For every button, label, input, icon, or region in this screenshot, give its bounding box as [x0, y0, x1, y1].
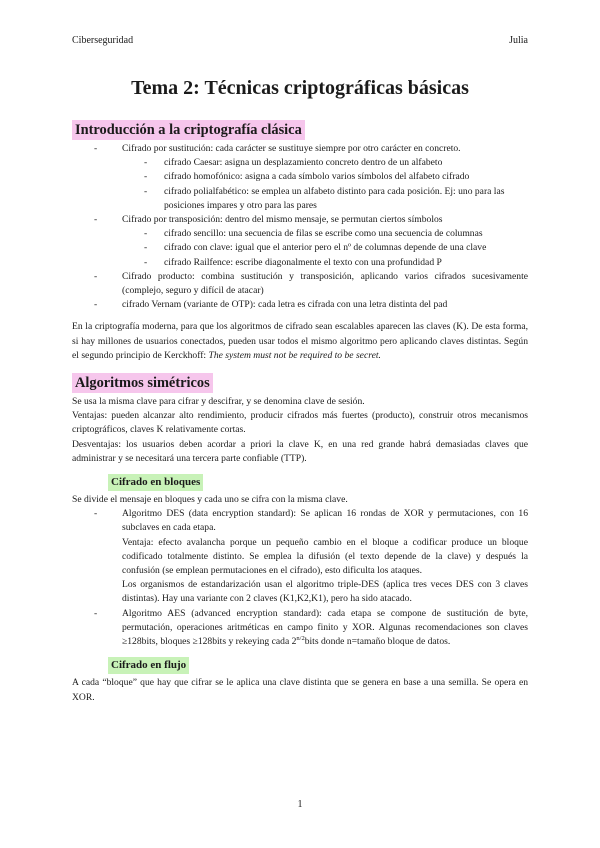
intro-paragraph-text: En la criptografía moderna, para que los algoritmos de cifrado sean escalables aparecen las claves (K). De esta forma, si hay millones de usuarios conectados, pueden usar todos el mismo algoritmo pero aplicando claves distintas. Según el segundo principio de Kerckhoff:: [72, 321, 528, 361]
header-author: Julia: [509, 35, 528, 46]
intro-list: [72, 142, 528, 312]
symmetric-paragraph: Se usa la misma clave para cifrar y descifrar, y se denomina clave de sesión.: [72, 396, 365, 408]
intro-paragraph: [72, 320, 528, 363]
list-item-transposition: [86, 213, 528, 270]
aes-text-end: bits donde n=tamaño bloque de datos.: [304, 636, 451, 648]
page-header: [72, 34, 528, 48]
document-title: Tema 2: Técnicas criptográficas básicas: [131, 77, 469, 99]
section-heading-intro-text: Introducción a la criptografía clásica: [72, 120, 305, 140]
section-heading-intro: [72, 120, 528, 140]
section-heading-symmetric: [72, 373, 528, 393]
aes-text: Algoritmo AES (advanced encryption standard): cada etapa se compone de sustitución de byte, permutación, operaciones aritméticas en campo finito y XOR. Algunas recomendaciones son claves ≥128bits, bloques ≥128bits y rekeying cada 2: [122, 607, 528, 648]
list-item-vernam: - cifrado Vernam (variante de OTP): cada letra es cifrada con una letra distinta del pad: [86, 298, 528, 312]
list-item-aes: [86, 607, 528, 650]
des-advantage: Ventaja: efecto avalancha porque un pequeño cambio en el bloque a codificar produce un bloque codificado totalmente distinto. Se emplea la difusión (el texto depende de la clave) y después la confusión (se emplean permutaciones en el cifrado), esto dificulta los ataques.: [122, 536, 528, 577]
subsection-heading-block-text: Cifrado en bloques: [108, 474, 203, 491]
subsection-heading-stream-text: Cifrado en flujo: [108, 657, 189, 674]
disadvantages-paragraph: Desventajas: los usuarios deben acordar a priori la clave K, en una red grande habrá demasiadas claves que administrar y se necesitará una tercera parte confiable (TTP).: [72, 438, 528, 464]
transposition-sublist: [122, 227, 528, 270]
sublist-item: - cifrado Caesar: asigna un desplazamiento concreto dentro de un alfabeto: [122, 156, 528, 170]
page-number: 1: [297, 799, 303, 810]
header-subject: Ciberseguridad: [72, 35, 134, 46]
des-text: - Algoritmo DES (data encryption standard): Se aplican 16 rondas de XOR y permutaciones, con 16 subclaves en cada etapa.: [122, 508, 528, 534]
sublist-item: - cifrado Railfence: escribe diagonalmente el texto con una profundidad P: [122, 256, 528, 270]
substitution-sublist: [122, 156, 528, 213]
stream-paragraph: A cada “bloque” que hay que cifrar se le aplica una clave distinta que se genera en base a una semilla. Se opera en XOR.: [72, 677, 528, 703]
sublist-item: - cifrado sencillo: una secuencia de filas se escribe como una secuencia de columnas: [122, 227, 528, 241]
block-list: [72, 507, 528, 649]
section-symmetric: [72, 373, 528, 466]
list-item-substitution: [86, 142, 528, 213]
kerckhoff-quote: The system must not be required to be secret.: [208, 349, 381, 361]
sublist-item: - cifrado con clave: igual que el anterior pero el nº de columnas depende de una clave: [122, 241, 528, 255]
list-item-product: - Cifrado producto: combina sustitución y transposición, aplicando varios cifrados sucesivamente (complejo, seguro y difícil de atacar): [86, 270, 528, 298]
des-triple: Los organismos de estandarización usan el algoritmo triple-DES (aplica tres veces DES con 3 claves distintas). Hay una variante con 2 claves (K1,K2,K1), pero ha sido atacado.: [122, 579, 528, 605]
sublist-item: - cifrado polialfabético: se emplea un alfabeto distinto para cada posición. Ej: uno para las posiciones impares y otro para las pares: [122, 185, 528, 213]
list-item-text: Cifrado por transposición: dentro del mismo mensaje, se permutan ciertos símbolos: [122, 214, 443, 226]
subsection-heading-block: [108, 474, 528, 491]
subsection-heading-stream: [108, 657, 528, 674]
advantages-paragraph: Ventajas: pueden alcanzar alto rendimiento, producir cifrados más fuertes (producto), construir otros mecanismos criptográficos, claves K relativamente cortas.: [72, 410, 528, 436]
aes-superscript: n/2: [296, 634, 305, 642]
section-heading-symmetric-text: Algoritmos simétricos: [72, 373, 213, 393]
list-item-des: [86, 507, 528, 606]
block-paragraph: Se divide el mensaje en bloques y cada uno se cifra con la misma clave.: [72, 494, 348, 506]
list-item-text: Cifrado por sustitución: cada carácter se sustituye siempre por otro carácter en concreto.: [122, 143, 461, 154]
sublist-item: - cifrado homofónico: asigna a cada símbolo varios símbolos del alfabeto cifrado: [122, 170, 528, 184]
